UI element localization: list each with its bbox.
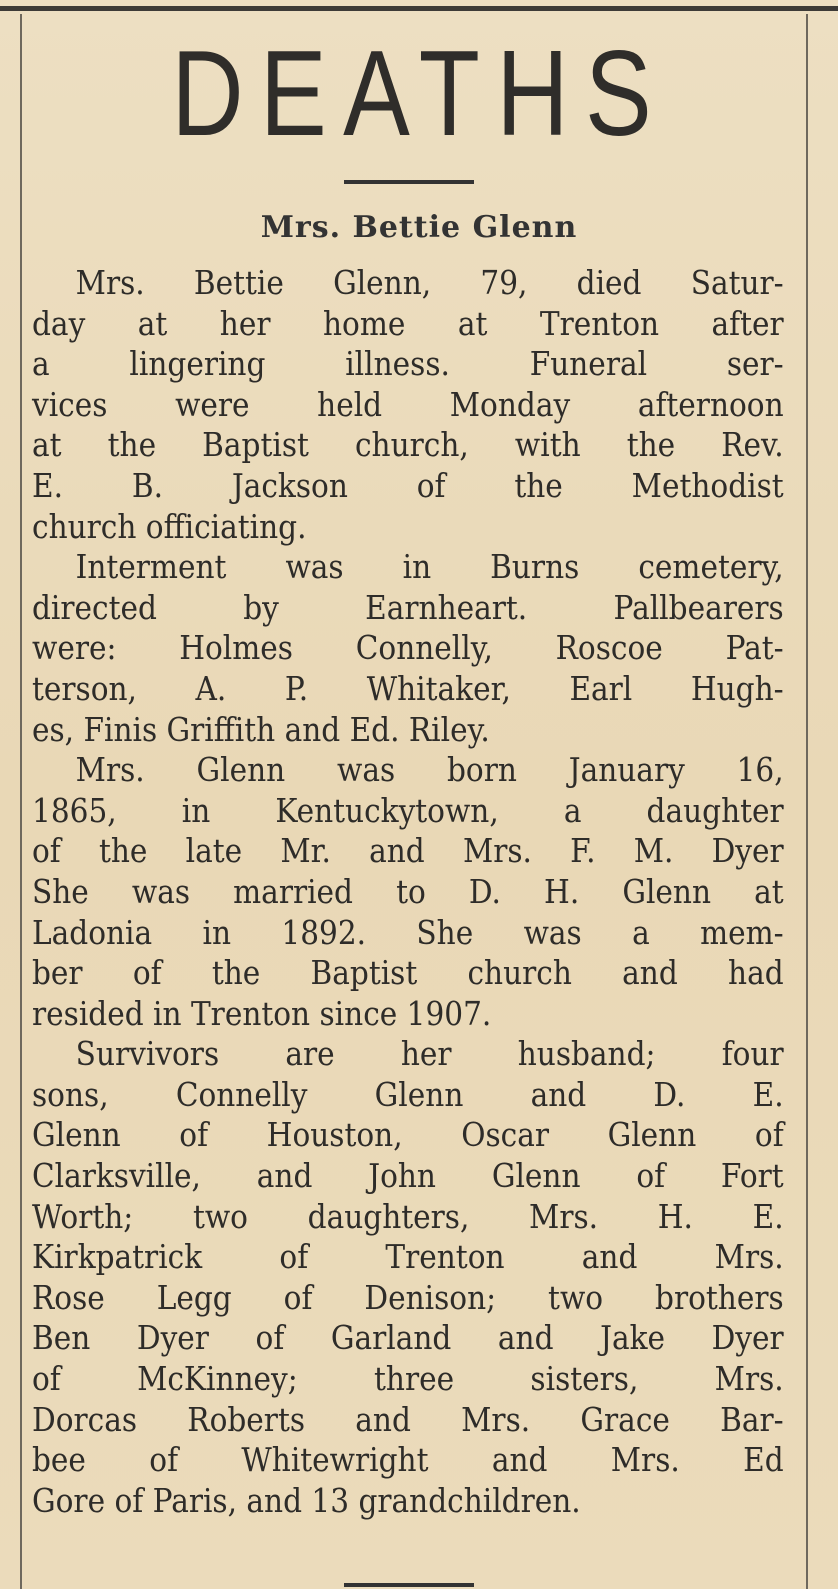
body-line: at the Baptist church, with the Rev. <box>32 426 784 465</box>
body-line: Mrs. Glenn was born January 16, <box>75 751 784 790</box>
body-line: Glenn of Houston, Oscar Glenn of <box>32 1116 784 1155</box>
body-line: E. B. Jackson of the Methodist <box>32 466 784 505</box>
body-line: sons, Connelly Glenn and D. E. <box>32 1075 784 1114</box>
body-line: Rose Legg of Denison; two brothers <box>32 1278 784 1317</box>
body-line: Ben Dyer of Garland and Jake Dyer <box>32 1319 784 1358</box>
body-line: Clarksville, and John Glenn of Fort <box>32 1157 784 1196</box>
body-line: were: Holmes Connelly, Roscoe Pat- <box>32 629 784 668</box>
body-line: Dorcas Roberts and Mrs. Grace Bar- <box>32 1400 784 1439</box>
body-line: es, Finis Griffith and Ed. Riley. <box>32 710 490 749</box>
obituary-heading: Mrs. Bettie Glenn <box>260 210 578 245</box>
body-line: terson, A. P. Whitaker, Earl Hugh- <box>32 669 784 708</box>
end-divider <box>344 1583 474 1587</box>
body-line: Mrs. Bettie Glenn, 79, died Satur- <box>75 264 784 302</box>
body-line: Interment was in Burns cemetery, <box>75 548 784 587</box>
body-line: directed by Earnheart. Pallbearers <box>32 588 784 627</box>
obituary-body <box>32 263 784 1521</box>
top-column-rule <box>0 6 838 11</box>
body-line: Kirkpatrick of Trenton and Mrs. <box>32 1238 784 1277</box>
body-line: a lingering illness. Funeral ser- <box>32 345 784 384</box>
body-line: vices were held Monday afternoon <box>32 385 784 424</box>
body-line: Gore of Paris, and 13 grandchildren. <box>32 1481 581 1520</box>
body-line: Worth; two daughters, Mrs. H. E. <box>32 1197 784 1236</box>
section-title: DEATHS <box>171 25 669 161</box>
body-line: of the late Mr. and Mrs. F. M. Dyer <box>32 832 784 871</box>
body-line: 1865, in Kentuckytown, a daughter <box>32 791 784 830</box>
body-line: church officiating. <box>32 507 307 546</box>
body-line: of McKinney; three sisters, Mrs. <box>32 1360 784 1399</box>
body-line: bee of Whitewright and Mrs. Ed <box>32 1441 784 1480</box>
body-line: resided in Trenton since 1907. <box>32 994 492 1033</box>
body-line: Ladonia in 1892. She was a mem- <box>32 913 784 952</box>
body-line: ber of the Baptist church and had <box>32 954 784 993</box>
body-line: day at her home at Trenton after <box>32 304 784 343</box>
title-divider <box>344 180 474 184</box>
body-line: Survivors are her husband; four <box>75 1035 784 1074</box>
body-line: She was married to D. H. Glenn at <box>32 872 784 911</box>
